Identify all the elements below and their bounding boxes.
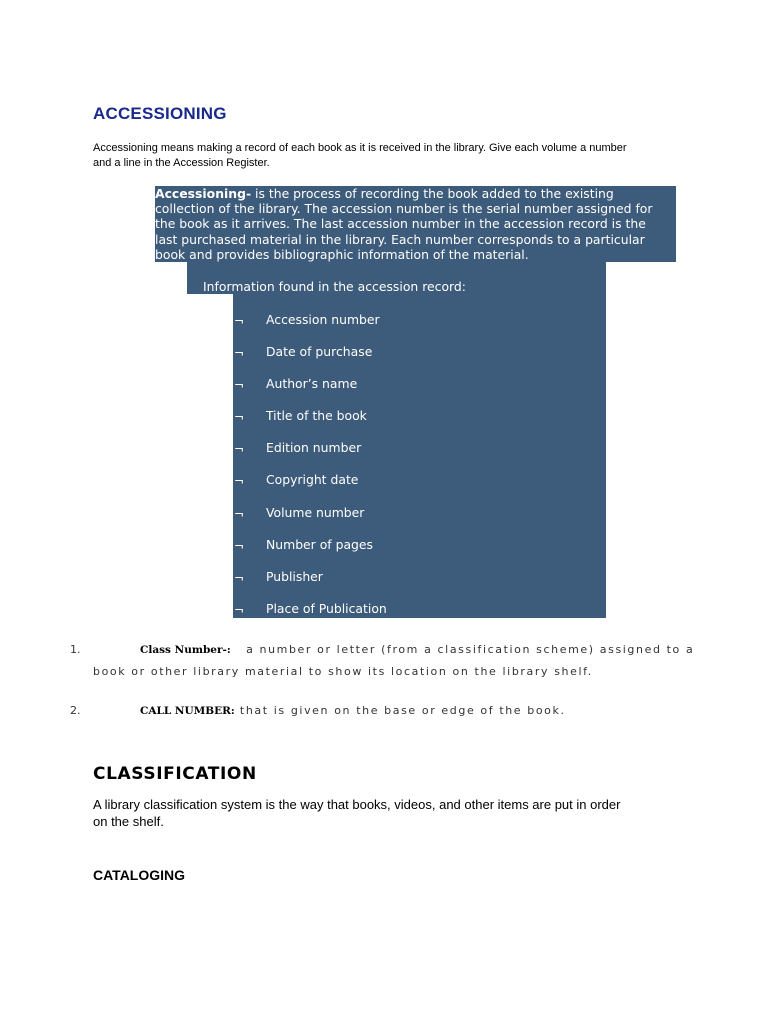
numbered-item-line — [140, 704, 566, 717]
list-item-label: Volume number — [266, 505, 365, 520]
classification-paragraph — [93, 797, 683, 830]
record-items-list — [233, 294, 606, 618]
list-item-label: Date of purchase — [266, 344, 373, 359]
bullet-icon: ¬ — [234, 539, 245, 553]
heading-classification: CLASSIFICATION — [93, 764, 257, 784]
bullet-icon: ¬ — [234, 442, 245, 456]
highlighted-definition — [155, 186, 676, 262]
class-number-text: a number or letter (from a classification scheme) assigned to a — [246, 643, 695, 656]
bullet-icon: ¬ — [234, 571, 245, 585]
list-item — [233, 601, 606, 621]
bullet-icon: ¬ — [234, 603, 245, 617]
list-item-label: Edition number — [266, 440, 362, 455]
bullet-icon: ¬ — [234, 410, 245, 424]
list-item — [233, 408, 606, 428]
definition-line — [155, 186, 676, 201]
record-intro: Information found in the accession record: — [203, 279, 466, 294]
intro-line: Accessioning means making a record of each book as it is received in the library. Give each volume a number — [93, 142, 627, 154]
bullet-icon: ¬ — [234, 314, 245, 328]
list-item-label: Place of Publication — [266, 601, 387, 616]
list-item-label: Author’s name — [266, 376, 358, 391]
list-item — [233, 537, 606, 557]
list-item — [233, 376, 606, 396]
list-item — [233, 440, 606, 460]
call-number-term: CALL NUMBER: — [140, 705, 235, 717]
definition-line: the book as it arrives. The last accession number in the accession record is the — [155, 216, 646, 232]
bullet-icon: ¬ — [234, 378, 245, 392]
list-item — [233, 472, 606, 492]
numbered-item-line: book or other library material to show its location on the library shelf. — [93, 665, 593, 678]
definition-line: collection of the library. The accession number is the serial number assigned for — [155, 201, 653, 217]
definition-line: last purchased material in the library. Each number corresponds to a particular — [155, 231, 645, 247]
list-item-label: Title of the book — [266, 408, 367, 423]
heading-accessioning: ACCESSIONING — [93, 104, 227, 123]
item-number: 1. — [70, 643, 81, 656]
definition-line: book and provides bibliographic information of the material. — [155, 246, 529, 262]
heading-cataloging: CATALOGING — [93, 867, 186, 883]
definition-term: Accessioning- — [155, 186, 252, 201]
paragraph-line: on the shelf. — [93, 813, 164, 829]
list-item — [233, 344, 606, 364]
intro-line: and a line in the Accession Register. — [93, 156, 270, 169]
list-item-label: Copyright date — [266, 472, 359, 487]
bullet-icon: ¬ — [234, 507, 245, 521]
list-item-label: Number of pages — [266, 537, 373, 552]
accessioning-intro — [93, 141, 673, 170]
paragraph-line: A library classification system is the way that books, videos, and other items are put in order — [93, 797, 621, 812]
record-intro-block — [187, 262, 606, 294]
list-item — [233, 312, 606, 332]
definition-text: is the process of recording the book added to the existing — [251, 186, 614, 201]
list-item-label: Publisher — [266, 569, 323, 584]
list-item — [233, 505, 606, 525]
list-item — [233, 569, 606, 589]
list-item-label: Accession number — [266, 312, 380, 327]
item-number: 2. — [70, 704, 81, 717]
class-number-term: Class Number-: — [140, 644, 231, 656]
numbered-item-line — [140, 643, 694, 656]
call-number-text: that is given on the base or edge of the book. — [239, 704, 566, 717]
bullet-icon: ¬ — [234, 346, 245, 360]
bullet-icon: ¬ — [234, 474, 245, 488]
